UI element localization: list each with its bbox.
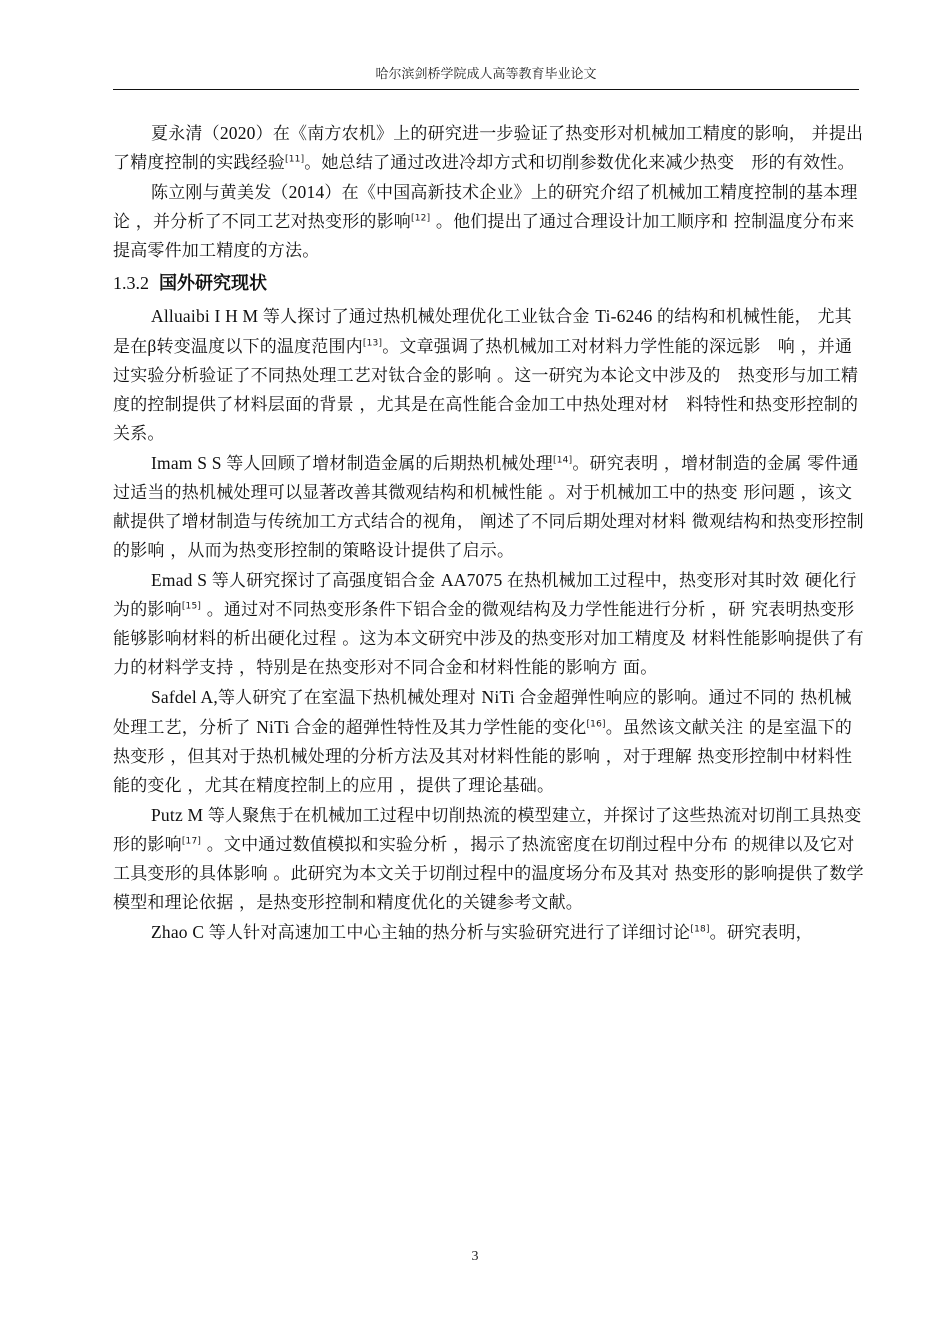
paragraph	[113, 178, 865, 266]
text-run: β	[147, 336, 157, 356]
running-header: 哈尔滨剑桥学院成人高等教育毕业论文	[375, 67, 597, 82]
citation-ref: [15]	[181, 601, 202, 612]
text-run: ）在《中国高新技术企业》上的研究介绍了机械加工精度控制的基本理论 ，并分析了不同工艺对热变形的影响	[113, 183, 858, 232]
text-run: AA7075	[440, 570, 507, 590]
paragraph	[113, 449, 865, 566]
text-run: 。她总结了通过改进冷却方式和切削参数优化来减少热变 形的有效性。	[304, 153, 855, 173]
text-run: 2020	[219, 123, 256, 143]
body-text	[113, 119, 865, 948]
text-run: Ti-6246	[595, 306, 658, 326]
section-title: 国外研究现状	[159, 273, 267, 294]
text-run: NiTi	[256, 717, 295, 737]
text-run: NiTi	[481, 687, 520, 707]
text-run: 合金的超弹性特性及其力学性能的变化	[294, 718, 587, 738]
text-run: 等人针对高速加工中心主轴的热分析与实验研究进行了详细讨论	[208, 923, 691, 943]
text-run: Zhao C	[151, 922, 209, 942]
text-run: 的结构和机械性能， 尤其是在	[113, 307, 852, 357]
citation-ref: [18]	[690, 924, 710, 935]
text-run: 。研究表明，	[709, 923, 813, 943]
text-run: Putz M	[151, 805, 208, 825]
paragraph	[113, 683, 865, 801]
text-run: 。研究表明 ，增材制造的金属 零件通过适当的热机械处理可以显著改善其微观结构和机械性能 。对于机械加工中的热变 形问题 ，该文献提供了增材制造与传统加工方式结合的视角， 阐述了不同后期处理对材料 微观结构和热变形控制的影响 ，从而为热变形控制的策略设计提供了启示。	[113, 454, 864, 561]
text-run: 在热机械加工过程中，热变形对其时效 硬化行为的影响	[113, 571, 857, 620]
section-heading	[113, 266, 865, 302]
paragraph	[113, 566, 865, 683]
text-run: 等人聚焦于在机械加工过程中切削热流的模型建立，并探讨了这些热流对切削工具热变形的影响	[113, 806, 862, 855]
paragraph	[113, 918, 865, 948]
text-run: 等人探讨了通过热机械处理优化工业钛合金	[262, 307, 596, 327]
text-run: Emad S	[151, 570, 212, 590]
text-run: 。文章强调了热机械加工对材料力学性能的深远影 响 ，并通过实验分析验证了不同热处理工艺对钛合金的影响 。这一研究为本论文中涉及的 热变形与加工精度的控制提供了材料层面的背景 ，尤其是在高性能合金加工中热处理对材 料特性和热变形控制的关系。	[113, 337, 859, 444]
text-run: 2014	[288, 182, 325, 202]
text-run: 。虽然该文献关注 的是室温下的热变形 ，但其对于热机械处理的分析方法及其对材料性能的影响 ，对于理解 热变形控制中材料性能的变化 ，尤其在精度控制上的应用 ，提供了理论基础。	[113, 718, 853, 796]
text-run: Imam S S	[151, 453, 227, 473]
text-run: 夏永清（	[151, 124, 220, 144]
text-run: Alluaibi I H M	[151, 306, 263, 326]
section-number: 1.3.2	[113, 273, 149, 293]
text-run: 等人研究探讨了高强度铝合金	[211, 571, 441, 591]
citation-ref: [11]	[285, 154, 305, 165]
header-divider	[113, 89, 859, 90]
text-run: 转变温度以下的温度范围内	[156, 337, 363, 357]
text-run: 。文中通过数值模拟和实验分析 ，揭示了热流密度在切削过程中分布 的规律以及它对工具变形的具体影响 。此研究为本文关于切削过程中的温度场分布及其对 热变形的影响提供了数学模型和理论依据 ，是热变形控制和精度优化的关键参考文献。	[113, 835, 864, 913]
paragraph	[113, 119, 865, 178]
text-run: 等人回顾了增材制造金属的后期热机械处理	[226, 454, 554, 474]
page-number: 3	[471, 1249, 479, 1264]
citation-ref: [16]	[586, 719, 606, 730]
text-run: 等人研究了在室温下热机械处理对	[217, 688, 482, 708]
citation-ref: [12]	[411, 213, 431, 224]
citation-ref: [13]	[362, 338, 383, 349]
text-run: 合金超弹性响应的影响。通过不同的 热机械处理工艺，分析了	[113, 688, 852, 738]
text-run: ）在《南方农机》上的研究进一步验证了热变形对机械加工精度的影响， 并提出了精度控制的实践经验	[113, 124, 864, 173]
paragraph	[113, 801, 865, 918]
paragraph	[113, 302, 865, 449]
text-run: 。通过对不同热变形条件下铝合金的微观结构及力学性能进行分析 ，研 究表明热变形能够影响材料的析出硬化过程 。这为本文研究中涉及的热变形对加工精度及 材料性能影响提供了有力的材料学支持 ，特别是在热变形对不同合金和材料性能的影响方 面。	[113, 600, 864, 678]
text-run: 陈立刚与黄美发（	[151, 183, 289, 203]
citation-ref: [14]	[553, 455, 573, 466]
citation-ref: [17]	[181, 836, 202, 847]
text-run: 。他们提出了通过合理设计加工顺序和 控制温度分布来提高零件加工精度的方法。	[113, 212, 855, 261]
text-run: Safdel A,	[151, 687, 218, 707]
